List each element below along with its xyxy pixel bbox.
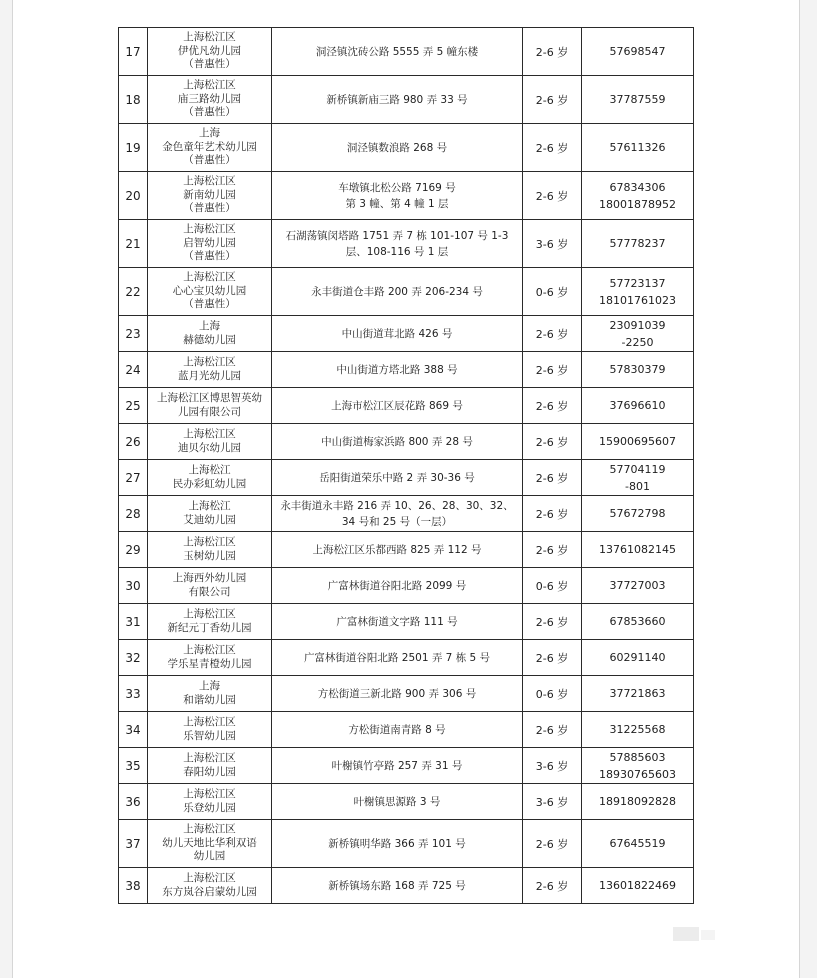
kindergarten-name: [148, 568, 272, 604]
address: [272, 124, 523, 172]
age-range: 2-6 岁: [523, 124, 582, 172]
address-line: 层、108-116 号 1 层: [345, 245, 449, 258]
address: [272, 748, 523, 784]
address: [272, 28, 523, 76]
age-range: 2-6 岁: [523, 424, 582, 460]
kindergarten-name: [148, 460, 272, 496]
name-line: 上海松江区: [183, 872, 236, 884]
name-line: 蓝月光幼儿园: [178, 369, 241, 382]
name-line: 民办彩虹幼儿园: [172, 477, 247, 490]
phone-number: [582, 172, 694, 220]
age-range: 2-6 岁: [523, 172, 582, 220]
table-row: [119, 388, 694, 424]
age-range: 3-6 岁: [523, 748, 582, 784]
name-line: 庙三路幼儿园: [178, 92, 241, 105]
phone-line: 57723137: [609, 276, 666, 290]
phone-number: [582, 676, 694, 712]
kindergarten-name: [148, 784, 272, 820]
address: [272, 784, 523, 820]
table-row: [119, 316, 694, 352]
kindergarten-name: [148, 496, 272, 532]
phone-line: 67834306: [609, 180, 666, 194]
address-line: 新桥镇明华路 366 弄 101 号: [328, 837, 466, 850]
phone-line: 67853660: [609, 615, 666, 628]
table-row: [119, 220, 694, 268]
address-line: 方松街道三新北路 900 弄 306 号: [317, 687, 477, 700]
table-row: [119, 784, 694, 820]
address-line: 34 号和 25 号（一层）: [341, 515, 453, 528]
phone-line: 18930765603: [599, 767, 676, 781]
address-line: 洞泾镇数浪路 268 号: [346, 141, 448, 154]
name-line: 金色童年艺术幼儿园: [162, 140, 257, 153]
phone-number: [582, 712, 694, 748]
kindergarten-name: [148, 220, 272, 268]
address-line: 方松街道南青路 8 号: [348, 723, 446, 736]
document-page: [12, 0, 800, 978]
address-line: 广富林街道谷阳北路 2501 弄 7 栋 5 号: [303, 651, 491, 664]
age-range: 2-6 岁: [523, 496, 582, 532]
address: [272, 496, 523, 532]
name-line: 乐登幼儿园: [183, 801, 236, 814]
phone-line: 13601822469: [599, 879, 676, 892]
row-number: 25: [119, 388, 148, 424]
row-number: 21: [119, 220, 148, 268]
name-line: 东方岚谷启蒙幼儿园: [162, 885, 257, 898]
phone-number: [582, 352, 694, 388]
name-line: 上海: [199, 680, 220, 692]
age-range: 2-6 岁: [523, 868, 582, 904]
kindergarten-name: [148, 124, 272, 172]
phone-number: [582, 820, 694, 868]
age-range: 3-6 岁: [523, 784, 582, 820]
name-line: 上海松江区: [183, 752, 236, 764]
row-number: 29: [119, 532, 148, 568]
name-line: （普惠性）: [183, 202, 236, 215]
name-line: 上海西外幼儿园: [172, 572, 247, 584]
name-line: 上海松江区: [183, 223, 236, 236]
phone-number: [582, 868, 694, 904]
name-line: 艾迪幼儿园: [183, 513, 236, 526]
phone-line: 18101761023: [599, 293, 676, 307]
table-row: [119, 676, 694, 712]
name-line: 上海松江区: [183, 608, 236, 620]
table-row: [119, 640, 694, 676]
address-line: 永丰街道永丰路 216 弄 10、26、28、30、32、: [280, 499, 514, 512]
age-range: 0-6 岁: [523, 676, 582, 712]
name-line: 学乐星青橙幼儿园: [167, 657, 252, 670]
name-line: 上海: [199, 320, 220, 332]
address-line: 石湖荡镇闵塔路 1751 弄 7 栋 101-107 号 1-3: [285, 229, 509, 242]
row-number: 26: [119, 424, 148, 460]
phone-number: [582, 604, 694, 640]
address: [272, 712, 523, 748]
phone-line: 37721863: [609, 687, 666, 700]
age-range: 2-6 岁: [523, 28, 582, 76]
name-line: 新南幼儿园: [183, 188, 236, 201]
name-line: （普惠性）: [183, 58, 236, 71]
table-row: [119, 268, 694, 316]
name-line: 上海松江区: [183, 536, 236, 548]
age-range: 2-6 岁: [523, 604, 582, 640]
address: [272, 76, 523, 124]
address-line: 叶榭镇思源路 3 号: [353, 795, 441, 808]
name-line: 上海松江区: [183, 31, 236, 44]
name-line: 心心宝贝幼儿园: [172, 284, 247, 297]
age-range: 2-6 岁: [523, 532, 582, 568]
name-line: 春阳幼儿园: [183, 765, 236, 778]
table-row: [119, 820, 694, 868]
kindergarten-name: [148, 676, 272, 712]
table-row: [119, 352, 694, 388]
address: [272, 820, 523, 868]
address-line: 新桥镇场东路 168 弄 725 号: [328, 879, 466, 892]
name-line: 玉树幼儿园: [183, 549, 236, 562]
name-line: 上海松江区: [183, 79, 236, 92]
row-number: 34: [119, 712, 148, 748]
phone-number: [582, 568, 694, 604]
name-line: 启智幼儿园: [183, 236, 236, 249]
address: [272, 268, 523, 316]
phone-number: [582, 268, 694, 316]
address: [272, 604, 523, 640]
phone-line: 18918092828: [599, 795, 676, 808]
address: [272, 460, 523, 496]
address: [272, 316, 523, 352]
address-line: 广富林街道谷阳北路 2099 号: [327, 579, 467, 592]
phone-line: 37787559: [609, 93, 666, 106]
address-line: 车墩镇北松公路 7169 号: [338, 181, 456, 194]
name-line: 上海松江区: [183, 823, 236, 836]
phone-line: 37727003: [609, 579, 666, 592]
phone-line: 57704119: [609, 462, 666, 476]
name-line: 儿园有限公司: [178, 405, 241, 418]
row-number: 27: [119, 460, 148, 496]
row-number: 20: [119, 172, 148, 220]
address: [272, 868, 523, 904]
name-line: （普惠性）: [183, 298, 236, 311]
row-number: 17: [119, 28, 148, 76]
address: [272, 388, 523, 424]
phone-number: [582, 28, 694, 76]
row-number: 35: [119, 748, 148, 784]
table-row: [119, 424, 694, 460]
address-line: 中山街道茸北路 426 号: [341, 327, 453, 340]
address-line: 叶榭镇竹亭路 257 弄 31 号: [331, 759, 463, 772]
phone-line: 57698547: [609, 45, 666, 58]
address: [272, 172, 523, 220]
phone-line: 15900695607: [599, 435, 676, 448]
phone-number: [582, 532, 694, 568]
row-number: 30: [119, 568, 148, 604]
phone-line: 37696610: [609, 399, 666, 412]
name-line: 上海松江区: [183, 644, 236, 656]
kindergarten-table: [118, 27, 694, 904]
phone-line: 13761082145: [599, 543, 676, 556]
address-line: 广富林街道文字路 111 号: [336, 615, 458, 628]
phone-line: 57885603: [609, 750, 666, 764]
phone-line: 57672798: [609, 507, 666, 520]
age-range: 2-6 岁: [523, 352, 582, 388]
row-number: 28: [119, 496, 148, 532]
age-range: 2-6 岁: [523, 820, 582, 868]
row-number: 18: [119, 76, 148, 124]
row-number: 36: [119, 784, 148, 820]
name-line: 幼儿园: [193, 850, 226, 863]
scan-smudge: [701, 930, 715, 940]
kindergarten-name: [148, 316, 272, 352]
name-line: 幼儿天地比华利双语: [162, 836, 257, 849]
name-line: 上海松江区: [183, 356, 236, 368]
phone-line: 18001878952: [599, 197, 676, 211]
kindergarten-name: [148, 640, 272, 676]
row-number: 38: [119, 868, 148, 904]
table-row: [119, 568, 694, 604]
age-range: 0-6 岁: [523, 268, 582, 316]
age-range: 2-6 岁: [523, 712, 582, 748]
table-row: [119, 604, 694, 640]
kindergarten-name: [148, 424, 272, 460]
name-line: （普惠性）: [183, 154, 236, 167]
address: [272, 532, 523, 568]
kindergarten-name: [148, 76, 272, 124]
kindergarten-name: [148, 268, 272, 316]
name-line: 伊优凡幼儿园: [178, 44, 241, 57]
name-line: 上海松江区: [183, 271, 236, 284]
address-line: 上海市松江区辰花路 869 号: [331, 399, 463, 412]
address-line: 新桥镇新庙三路 980 弄 33 号: [326, 93, 468, 106]
address: [272, 220, 523, 268]
name-line: 上海松江: [188, 464, 231, 476]
kindergarten-name: [148, 388, 272, 424]
address: [272, 568, 523, 604]
table-row: [119, 124, 694, 172]
kindergarten-name: [148, 28, 272, 76]
name-line: 上海: [199, 127, 220, 140]
phone-line: 31225568: [609, 723, 666, 736]
address: [272, 424, 523, 460]
age-range: 0-6 岁: [523, 568, 582, 604]
age-range: 2-6 岁: [523, 316, 582, 352]
kindergarten-name: [148, 712, 272, 748]
kindergarten-name: [148, 820, 272, 868]
age-range: 2-6 岁: [523, 640, 582, 676]
name-line: 乐智幼儿园: [183, 729, 236, 742]
address: [272, 676, 523, 712]
phone-number: [582, 640, 694, 676]
address-line: 岳阳街道荣乐中路 2 弄 30-36 号: [319, 471, 475, 484]
row-number: 31: [119, 604, 148, 640]
phone-line: -2250: [621, 335, 654, 349]
name-line: 上海松江区博思智英幼: [157, 392, 262, 404]
row-number: 24: [119, 352, 148, 388]
table-row: [119, 532, 694, 568]
name-line: 赫德幼儿园: [183, 333, 236, 346]
name-line: 上海松江区: [183, 428, 236, 440]
phone-number: [582, 124, 694, 172]
phone-number: [582, 496, 694, 532]
age-range: 2-6 岁: [523, 460, 582, 496]
name-line: 上海松江区: [183, 716, 236, 728]
name-line: 上海松江区: [183, 788, 236, 800]
kindergarten-table-body: [119, 28, 694, 904]
table-row: [119, 496, 694, 532]
name-line: 和谐幼儿园: [183, 693, 236, 706]
table-row: [119, 172, 694, 220]
phone-number: [582, 748, 694, 784]
kindergarten-name: [148, 604, 272, 640]
table-row: [119, 76, 694, 124]
address-line: 中山街道方塔北路 388 号: [336, 363, 458, 376]
scan-smudge: [673, 927, 699, 941]
address-line: 第 3 幢、第 4 幢 1 层: [345, 197, 449, 210]
kindergarten-name: [148, 868, 272, 904]
table-row: [119, 460, 694, 496]
row-number: 23: [119, 316, 148, 352]
phone-number: [582, 784, 694, 820]
row-number: 19: [119, 124, 148, 172]
address-line: 永丰街道仓丰路 200 弄 206-234 号: [311, 285, 483, 298]
table-row: [119, 748, 694, 784]
address: [272, 352, 523, 388]
kindergarten-name: [148, 748, 272, 784]
phone-line: 23091039: [609, 318, 666, 332]
table-row: [119, 712, 694, 748]
phone-number: [582, 388, 694, 424]
phone-number: [582, 460, 694, 496]
phone-line: 57611326: [609, 141, 666, 154]
row-number: 32: [119, 640, 148, 676]
address-line: 上海松江区乐都西路 825 弄 112 号: [312, 543, 482, 556]
address-line: 洞泾镇沈砖公路 5555 弄 5 幢东楼: [315, 45, 479, 58]
phone-number: [582, 424, 694, 460]
age-range: 3-6 岁: [523, 220, 582, 268]
row-number: 33: [119, 676, 148, 712]
kindergarten-name: [148, 172, 272, 220]
phone-line: -801: [625, 479, 650, 493]
name-line: 上海松江: [188, 500, 231, 512]
name-line: 上海松江区: [183, 175, 236, 188]
kindergarten-name: [148, 352, 272, 388]
age-range: 2-6 岁: [523, 76, 582, 124]
name-line: 新纪元丁香幼儿园: [167, 621, 252, 634]
table-row: [119, 28, 694, 76]
phone-line: 57830379: [609, 363, 666, 376]
name-line: （普惠性）: [183, 250, 236, 263]
phone-number: [582, 76, 694, 124]
name-line: 有限公司: [188, 585, 231, 598]
phone-line: 60291140: [609, 651, 666, 664]
phone-number: [582, 220, 694, 268]
row-number: 22: [119, 268, 148, 316]
name-line: 迪贝尔幼儿园: [178, 441, 241, 454]
phone-number: [582, 316, 694, 352]
address: [272, 640, 523, 676]
age-range: 2-6 岁: [523, 388, 582, 424]
address-line: 中山街道梅家浜路 800 弄 28 号: [321, 435, 473, 448]
name-line: （普惠性）: [183, 106, 236, 119]
row-number: 37: [119, 820, 148, 868]
kindergarten-name: [148, 532, 272, 568]
phone-line: 57778237: [609, 237, 666, 250]
phone-line: 67645519: [609, 837, 666, 850]
table-row: [119, 868, 694, 904]
